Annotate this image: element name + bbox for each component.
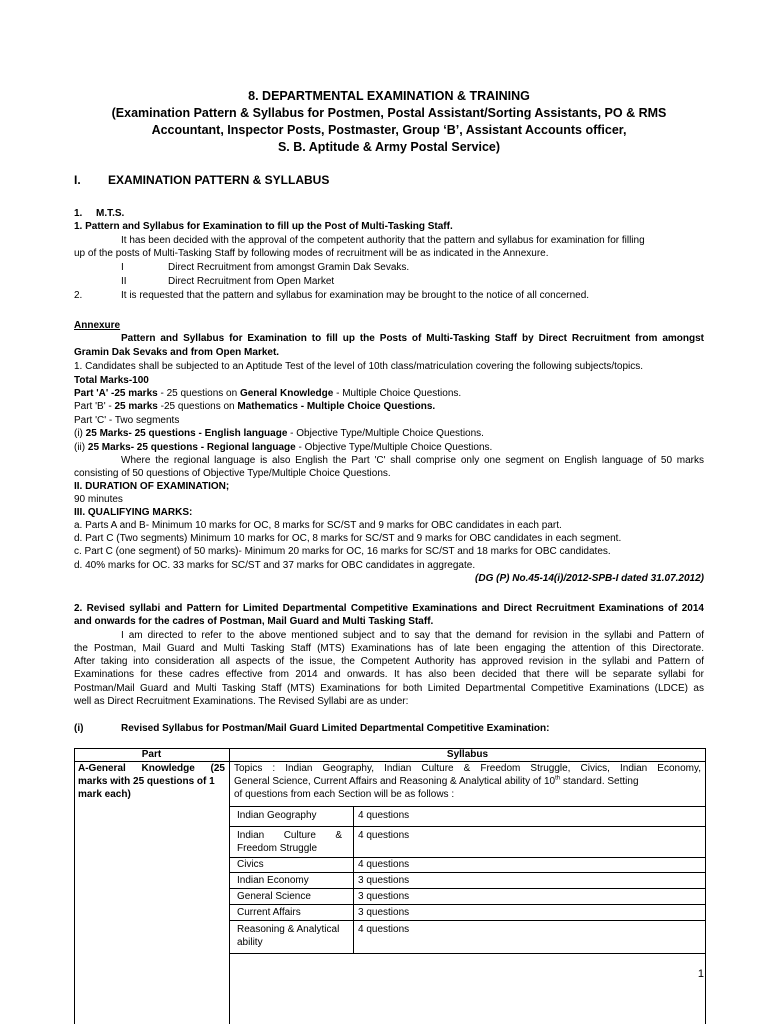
question-count-cell: 3 questions bbox=[358, 875, 410, 886]
part-b-text2: -25 questions on bbox=[157, 401, 238, 412]
annexure-title-line1: Pattern and Syllabus for Examination to fill up the Posts of Multi-Tasking Staff by Direct Recruitment from amongst bbox=[121, 333, 704, 344]
revised-title-line1: 2. Revised syllabi and Pattern for Limited Departmental Competitive Examinations and Direct Recruitment Examinations of 2014 bbox=[74, 603, 704, 614]
section-title: EXAMINATION PATTERN & SYLLABUS bbox=[108, 173, 330, 187]
section-number: I. bbox=[74, 173, 81, 187]
revised-para-line1: I am directed to refer to the above mentioned subject and to say that the demand for revision in the syllabi and Pattern of bbox=[121, 630, 704, 641]
part-b-bold1: 25 marks bbox=[114, 401, 158, 412]
segment-ii-text1: (ii) bbox=[74, 442, 88, 453]
subject-cell: Civics bbox=[237, 859, 264, 870]
qualifying-heading: III. QUALIFYING MARKS: bbox=[74, 507, 193, 518]
segment-ii-text2: - Objective Type/Multiple Choice Questions. bbox=[295, 442, 493, 453]
table-border-right bbox=[705, 748, 706, 1024]
mts-label: M.T.S. bbox=[96, 208, 125, 219]
dg-reference: (DG (P) No.45-14(i)/2012-SPB-I dated 31.07.2012) bbox=[475, 573, 704, 584]
part-a-label-line3: mark each) bbox=[78, 789, 131, 800]
mts-number: 1. bbox=[74, 208, 83, 219]
mode1-text: Direct Recruitment from amongst Gramin Dak Sevaks. bbox=[168, 262, 410, 273]
segment-ii-line bbox=[74, 442, 492, 454]
duration-value: 90 minutes bbox=[74, 494, 123, 505]
subtable-row-line bbox=[230, 904, 705, 905]
part-a-label-line1: A-General Knowledge (25 bbox=[78, 763, 225, 774]
subject-cell: Indian Geography bbox=[237, 810, 317, 821]
segment-ii-bold: 25 Marks- 25 questions - Regional language bbox=[87, 442, 296, 453]
part-a-bold1: Part 'A' -25 marks bbox=[74, 388, 158, 399]
subsection-title: Revised Syllabus for Postman/Mail Guard Limited Departmental Competitive Examination: bbox=[121, 723, 550, 734]
revised-para-line5: Postman/Mail Guard and Multi Tasking Staff (MTS) Examinations for both Limited Departmental Competitive Examinations (LDCE) as bbox=[74, 683, 704, 694]
topics-line2-start: General Science, Current Affairs and Reasoning & Analytical ability of 10 bbox=[234, 776, 556, 787]
question-count-cell: 4 questions bbox=[358, 859, 410, 870]
table-column-divider bbox=[229, 748, 230, 1024]
mts-paragraph-line1: It has been decided with the approval of the competent authority that the pattern and syllabus for examination for filling bbox=[121, 235, 645, 246]
subject-cell: Current Affairs bbox=[237, 907, 301, 918]
qualifying-d: d. 40% marks for OC. 33 marks for SC/ST and 37 marks for OBC candidates in aggregate. bbox=[74, 560, 476, 571]
part-a-label-line2: marks with 25 questions of 1 bbox=[78, 776, 215, 787]
subtable-bottom bbox=[230, 953, 705, 954]
part-a-text1: - 25 questions on bbox=[157, 388, 240, 399]
topics-line1: Topics : Indian Geography, Indian Culture & Freedom Struggle, Civics, Indian Economy, bbox=[234, 763, 701, 774]
mts-bold-title: 1. Pattern and Syllabus for Examination to fill up the Post of Multi-Tasking Staff. bbox=[74, 221, 453, 232]
mode2-text: Direct Recruitment from Open Market bbox=[168, 276, 335, 287]
document-heading-line1: 8. DEPARTMENTAL EXAMINATION & TRAINING bbox=[248, 89, 530, 103]
table-border-left bbox=[74, 748, 75, 1024]
annexure-point1: 1. Candidates shall be subjected to an Aptitude Test of the level of 10th class/matriculation covering the following subjects/topics. bbox=[74, 361, 644, 372]
question-count-cell: 4 questions bbox=[358, 830, 410, 841]
subject-cell: General Science bbox=[237, 891, 311, 902]
revised-para-line3: After taking into consideration all aspects of the issue, the Competent Authority has approved revision in the syllabi and Pattern of bbox=[74, 656, 704, 667]
subtable-row-line bbox=[230, 872, 705, 873]
regional-line2: consisting of 50 questions of Objective Type/Multiple Choice Questions. bbox=[74, 468, 391, 479]
revised-para-line2: the Postman, Mail Guard and Multi Tasking Staff (MTS) Examinations has of late been engaging the attention of this Directorate. bbox=[74, 643, 704, 654]
subtable-row-line bbox=[230, 857, 705, 858]
segment-i-text1: (i) bbox=[74, 428, 86, 439]
table-header-syllabus: Syllabus bbox=[446, 749, 489, 760]
page-number: 1 bbox=[697, 968, 704, 980]
subject-cell-continued: Freedom Struggle bbox=[237, 843, 318, 854]
table-header-divider bbox=[74, 761, 706, 762]
segment-i-text2: - Objective Type/Multiple Choice Questions. bbox=[287, 428, 484, 439]
part-b-bold2: Mathematics - Multiple Choice Questions. bbox=[237, 401, 436, 412]
item2-number: 2. bbox=[74, 290, 83, 301]
regional-line1: Where the regional language is also English the Part 'C' shall comprise only one segment on English language of 50 marks bbox=[121, 455, 704, 466]
qualifying-c: c. Part C (one segment) of 50 marks)- Minimum 20 marks for OC, 16 marks for SC/ST and 18 marks for OBC candidates. bbox=[74, 546, 611, 557]
segment-i-line bbox=[74, 428, 484, 440]
part-c-line: Part 'C' - Two segments bbox=[74, 415, 180, 426]
topics-line3: of questions from each Section will be as follows : bbox=[234, 789, 455, 800]
subject-cell: Indian Culture & bbox=[237, 830, 343, 841]
total-marks: Total Marks-100 bbox=[74, 375, 149, 386]
qualifying-b: d. Part C (Two segments) Minimum 10 marks for OC, 8 marks for SC/ST and 9 marks for OBC candidates in each segment. bbox=[74, 533, 622, 544]
part-b-text1: Part 'B' - bbox=[74, 401, 115, 412]
part-b-line bbox=[74, 401, 435, 413]
topics-line2 bbox=[234, 776, 639, 788]
part-a-bold2: General Knowledge bbox=[239, 388, 334, 399]
mts-paragraph-line2: up of the posts of Multi-Tasking Staff by following modes of recruitment will be as indicated in the Annexure. bbox=[74, 248, 549, 259]
question-count-cell: 4 questions bbox=[358, 924, 410, 935]
subtable-row-line bbox=[230, 888, 705, 889]
subtable-row-line bbox=[230, 826, 705, 827]
question-count-cell: 3 questions bbox=[358, 891, 410, 902]
revised-title-line2: and onwards for the cadres of Postman, Mail Guard and Multi Tasking Staff. bbox=[74, 616, 434, 627]
revised-para-line4: Examinations for these cadres effective from 2014 and onwards. It has also been decided that there will be separate syllabi for bbox=[74, 669, 704, 680]
subject-cell: Indian Economy bbox=[237, 875, 309, 886]
subtable-row-line bbox=[230, 920, 705, 921]
topics-superscript: th bbox=[555, 775, 561, 782]
revised-para-line6: well as Direct Recruitment Examinations. The Revised Syllabi are as under: bbox=[74, 696, 409, 707]
topics-line2-end: standard. Setting bbox=[560, 776, 639, 787]
part-a-line bbox=[74, 388, 461, 400]
document-heading-line3: Accountant, Inspector Posts, Postmaster, Group ‘B’, Assistant Accounts officer, bbox=[151, 123, 627, 137]
table-header-part: Part bbox=[141, 749, 162, 760]
question-count-cell: 3 questions bbox=[358, 907, 410, 918]
document-heading-line2: (Examination Pattern & Syllabus for Postmen, Postal Assistant/Sorting Assistants, PO & RMS bbox=[111, 106, 667, 120]
mode2-number: II bbox=[121, 276, 127, 287]
subsection-number: (i) bbox=[74, 723, 84, 734]
part-a-text2: - Multiple Choice Questions. bbox=[333, 388, 462, 399]
document-heading-line4: S. B. Aptitude & Army Postal Service) bbox=[277, 140, 501, 154]
segment-i-bold: 25 Marks- 25 questions - English language bbox=[85, 428, 288, 439]
subject-cell-continued: ability bbox=[237, 937, 263, 948]
mode1-number: I bbox=[121, 262, 124, 273]
question-count-cell: 4 questions bbox=[358, 810, 410, 821]
annexure-label: Annexure bbox=[74, 320, 121, 331]
subtable-column-divider bbox=[353, 806, 354, 954]
annexure-title-line2: Gramin Dak Sevaks and from Open Market. bbox=[74, 347, 280, 358]
duration-heading: II. DURATION OF EXAMINATION; bbox=[74, 481, 230, 492]
item2-text: It is requested that the pattern and syllabus for examination may be brought to the notice of all concerned. bbox=[121, 290, 590, 301]
subtable-top bbox=[230, 806, 705, 807]
qualifying-a: a. Parts A and B- Minimum 10 marks for OC, 8 marks for SC/ST and 9 marks for OBC candidates in each part. bbox=[74, 520, 562, 531]
subject-cell: Reasoning & Analytical bbox=[237, 924, 340, 935]
